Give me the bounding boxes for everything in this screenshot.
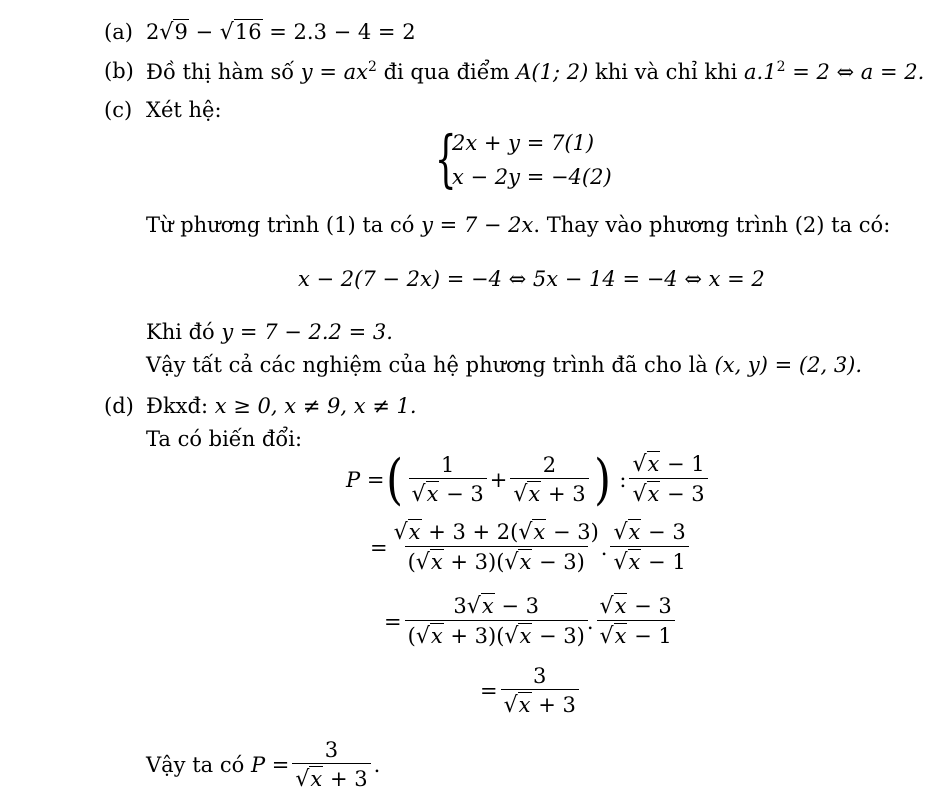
item-d-domain: Đkxđ: x ≥ 0, x ≠ 9, x ≠ 1. (146, 394, 417, 418)
item-a-expression: 2√9 − √16 = 2.3 − 4 = 2 (146, 20, 416, 45)
item-label-a: (a) (104, 20, 133, 44)
item-label-b: (b) (104, 59, 134, 83)
derivation-line-2: = $\frac{√x + 3 + 2(√x - 3)}{(√x + 3)(√x - 3)}$ . √x − 3 √x − 1 (370, 520, 692, 575)
derivation-line-3: = $\frac{3√x - 3}{(√x + 3)(√x - 3)}$ . √x − 3 √x − 1 (384, 594, 678, 649)
item-c-then: Khi đó y = 7 − 2.2 = 3. (146, 320, 393, 344)
derivation-line-4: = $\frac{3}{√x + 3}$ (480, 664, 582, 718)
item-c-conclusion: Vậy tất cả các nghiệm của hệ phương trình đã cho là (x, y) = (2, 3). (146, 353, 863, 377)
item-b-text: Đồ thị hàm số $y = ax^2$ đi qua điểm A(1; 2) khi và chỉ khi $a.1^2 = 2$ ⇔ a = 2. (146, 59, 925, 84)
item-label-c: (c) (104, 98, 133, 122)
item-c-step1: Từ phương trình (1) ta có y = 7 − 2x. Thay vào phương trình (2) ta có: (146, 213, 891, 237)
system-eq1: 2x + y = 7(1) (452, 131, 595, 155)
derivation-line-1: P = ( 1 √x − 3 + $\frac{2}{√x + 3}$ ) : √x − 1 √x − 3 (346, 452, 711, 507)
item-c-intro: Xét hệ: (146, 98, 222, 122)
system-brace: { (434, 122, 457, 195)
system-eq2: x − 2y = −4(2) (452, 165, 612, 189)
final-result: Vậy ta có P = $\frac{3}{√x + 3}$ . (146, 738, 381, 792)
item-d-transform-text: Ta có biến đổi: (146, 427, 303, 451)
item-c-display-eq: x − 2(7 − 2x) = −4 ⇔ 5x − 14 = −4 ⇔ x = 2 (298, 267, 765, 291)
item-label-d: (d) (104, 394, 134, 418)
